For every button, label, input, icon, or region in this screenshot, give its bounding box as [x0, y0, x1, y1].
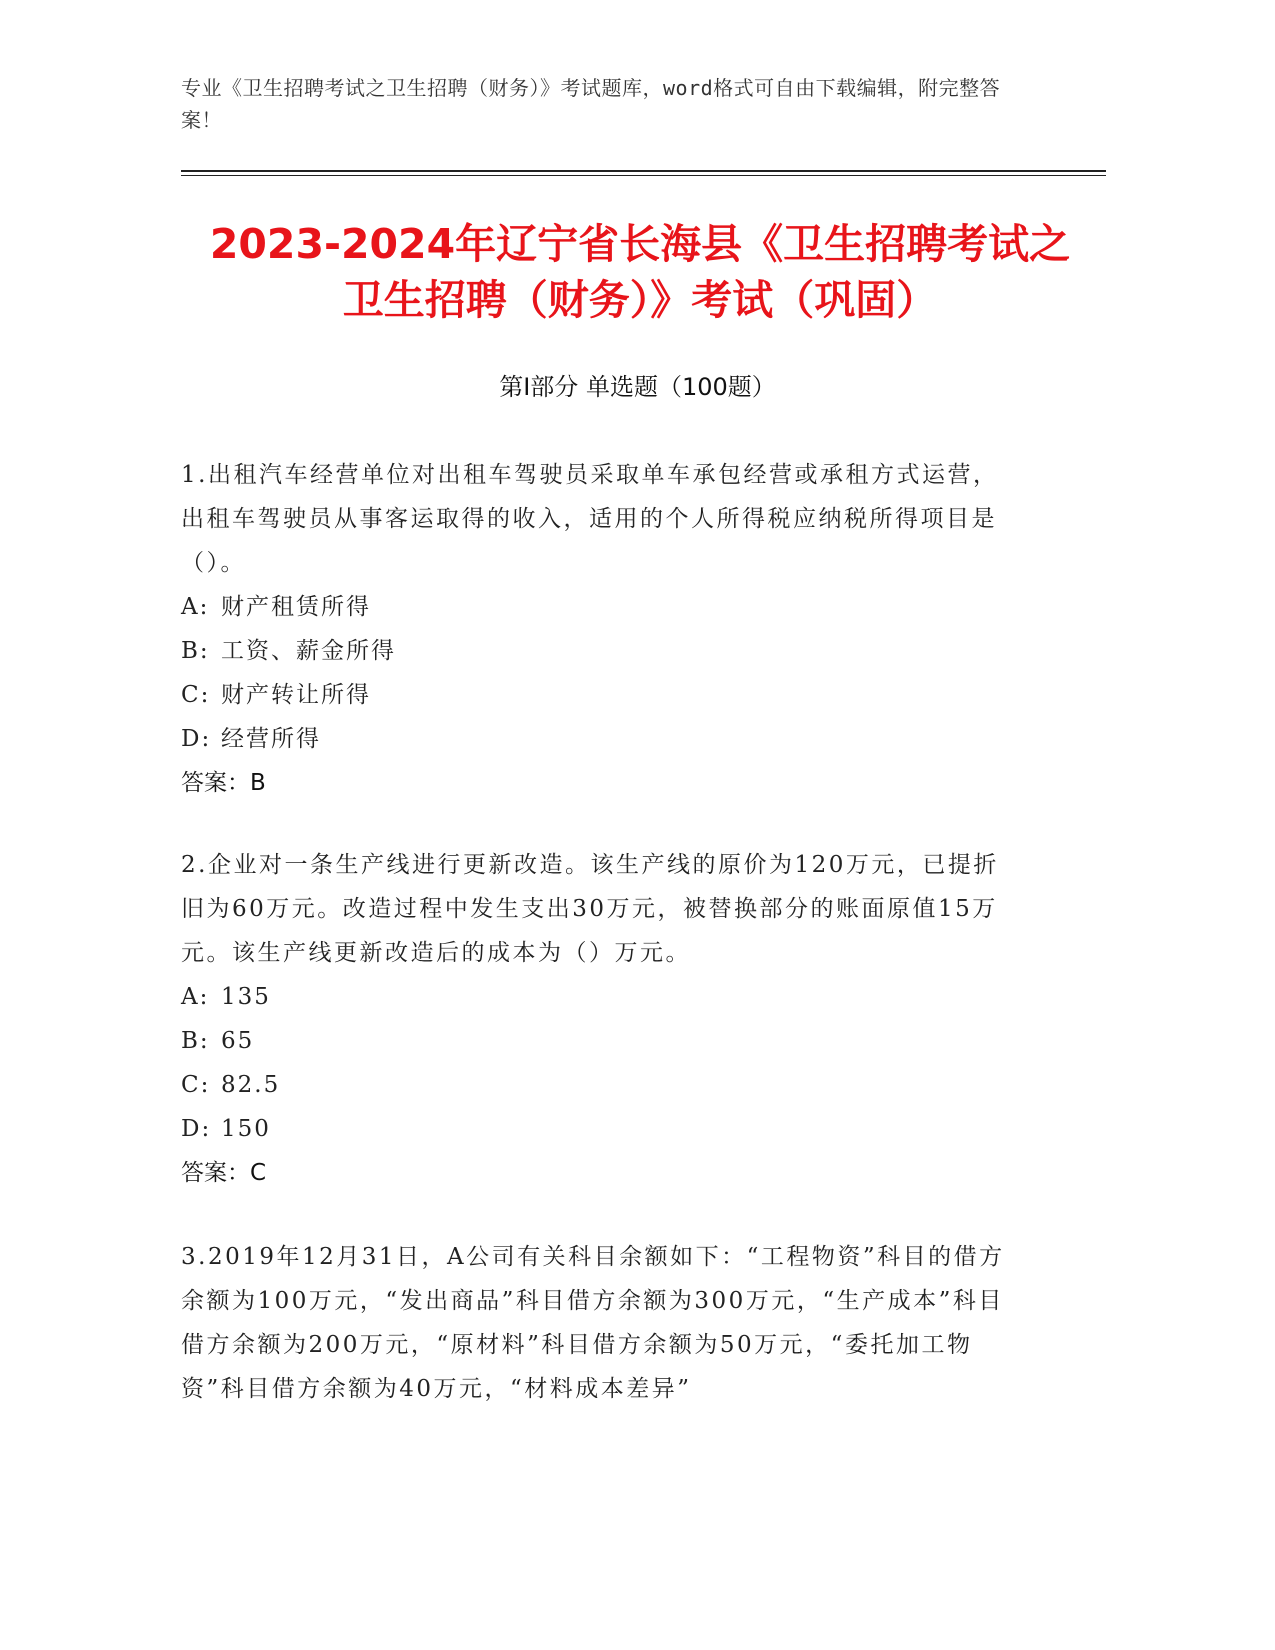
- option-d: [181, 1107, 1021, 1151]
- option-text: 135: [221, 984, 271, 1010]
- option-c: [181, 1063, 1021, 1107]
- option-text: 82.5: [221, 1072, 281, 1098]
- option-key: A:: [181, 594, 210, 620]
- option-key: B:: [181, 1028, 210, 1054]
- option-text: 工资、薪金所得: [221, 638, 396, 664]
- option-key: D:: [181, 1116, 212, 1142]
- document-title: 2023-2024年辽宁省长海县《卫生招聘考试之卫生招聘（财务）》考试（巩固）: [209, 220, 1071, 324]
- option-b: [181, 1019, 1021, 1063]
- option-key: C:: [181, 682, 211, 708]
- question-2: [181, 843, 1021, 1195]
- question-3: [181, 1235, 1021, 1411]
- option-d: [181, 717, 1021, 761]
- header-divider-thick: [181, 170, 1106, 172]
- header-divider-thin: [181, 175, 1106, 176]
- option-key: A:: [181, 984, 210, 1010]
- question-stem: 3.2019年12月31日，A公司有关科目余额如下：“工程物资”科目的借方余额为100万元，“发出商品”科目借方余额为300万元，“生产成本”科目借方余额为200万元，“原材料”科目借方余额为50万元，“委托加工物资”科目借方余额为40万元，“材料成本差异”: [181, 1244, 1005, 1402]
- option-a: [181, 975, 1021, 1019]
- option-a: [181, 585, 1021, 629]
- question-stem: 2.企业对一条生产线进行更新改造。该生产线的原价为120万元，已提折旧为60万元。改造过程中发生支出30万元，被替换部分的账面原值15万元。该生产线更新改造后的成本为（）万元。: [181, 852, 999, 966]
- answer-line: 答案：C: [181, 1160, 267, 1186]
- option-key: D:: [181, 726, 212, 752]
- question-stem: 1.出租汽车经营单位对出租车驾驶员采取单车承包经营或承租方式运营，出租车驾驶员从事客运取得的收入，适用的个人所得税应纳税所得项目是（）。: [181, 462, 999, 576]
- option-text: 65: [221, 1028, 255, 1054]
- option-b: [181, 629, 1021, 673]
- option-c: [181, 673, 1021, 717]
- option-text: 经营所得: [221, 726, 321, 752]
- option-key: B:: [181, 638, 210, 664]
- header-note: 专业《卫生招聘考试之卫生招聘（财务）》考试题库，word格式可自由下载编辑，附完整答案！: [181, 76, 1001, 132]
- option-text: 财产转让所得: [221, 682, 371, 708]
- option-key: C:: [181, 1072, 211, 1098]
- option-text: 财产租赁所得: [221, 594, 371, 620]
- section-heading: 第Ⅰ部分 单选题（100题）: [499, 373, 776, 401]
- option-text: 150: [221, 1116, 271, 1142]
- answer-line: 答案：B: [181, 770, 266, 796]
- question-1: [181, 453, 1021, 805]
